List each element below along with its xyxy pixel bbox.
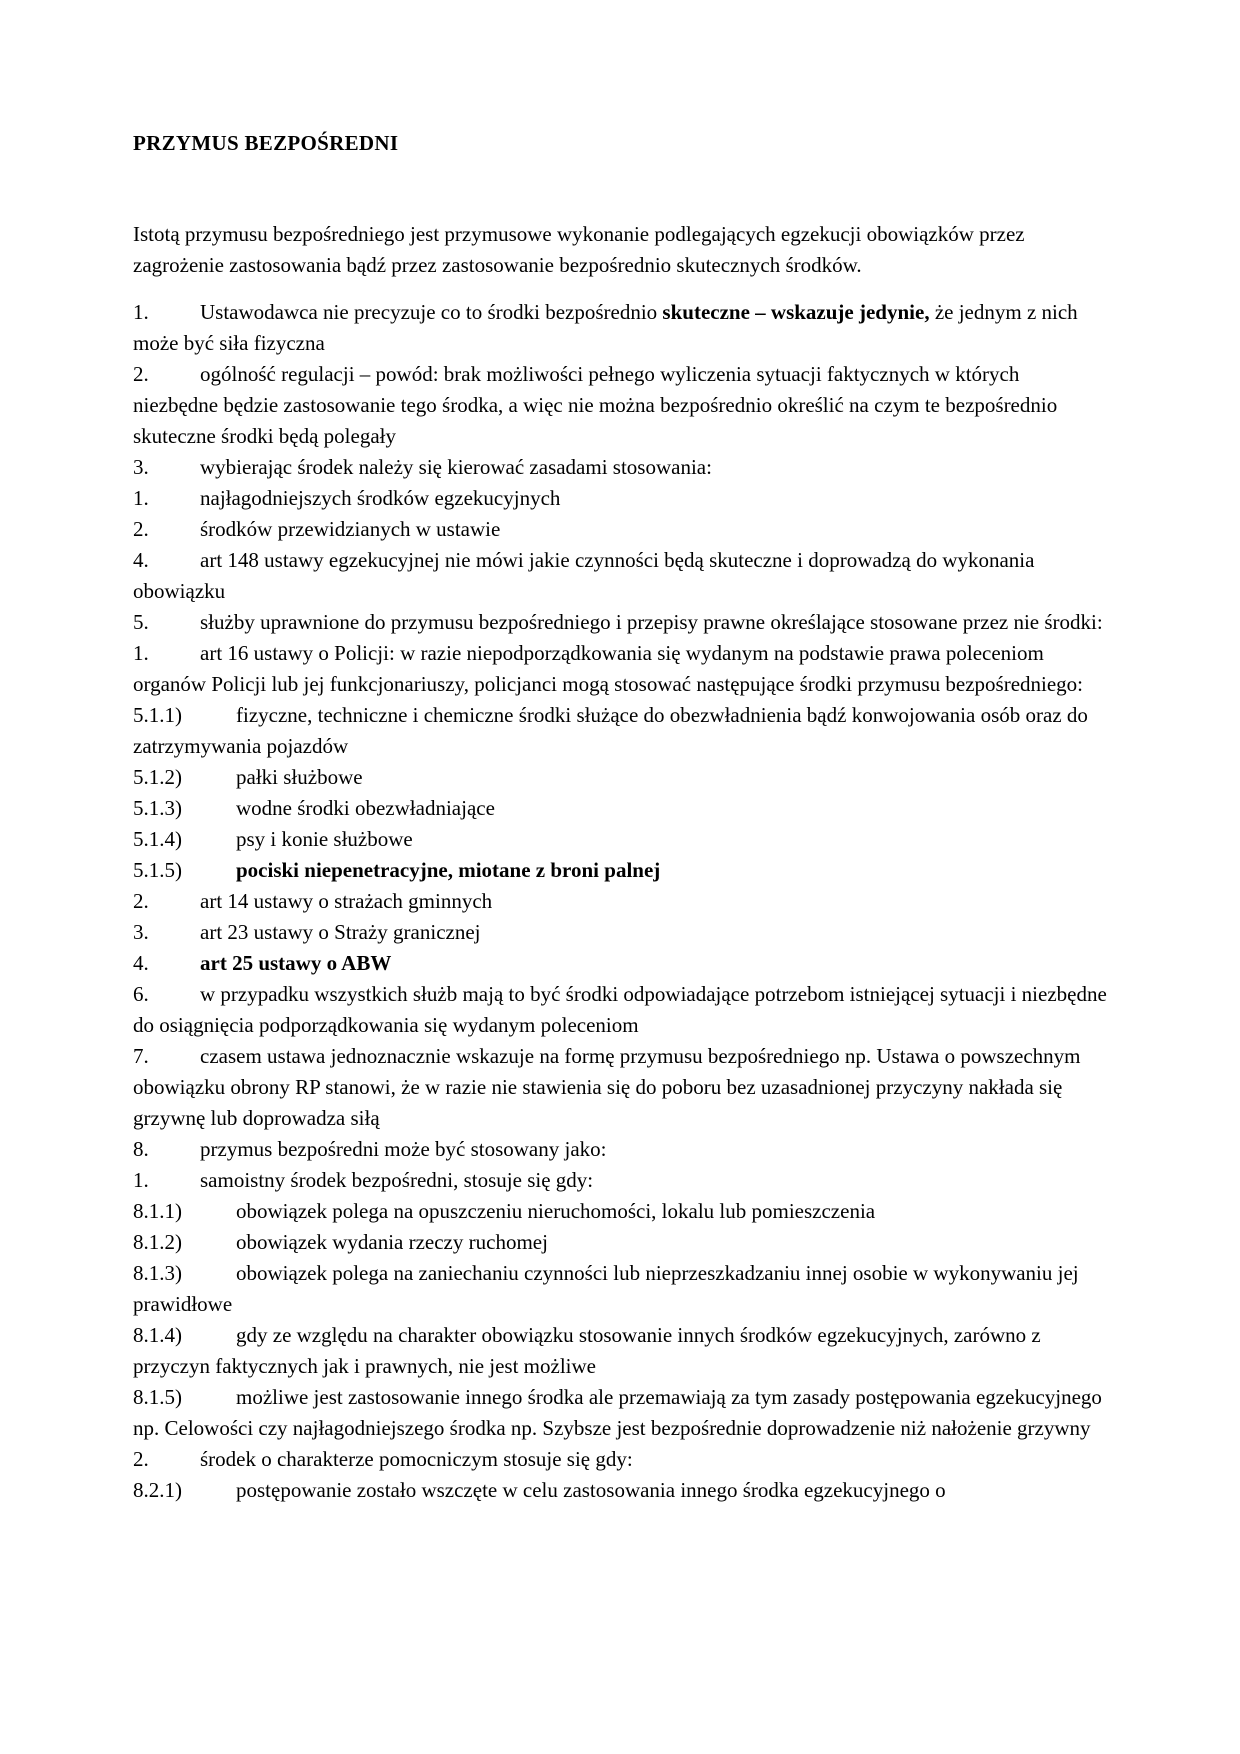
list-item: [133, 762, 1107, 793]
item-text: Ustawodawca nie precyzuje co to środki bezpośrednio skuteczne – wskazuje jedynie, że jednym z nich może być siła fizyczna: [133, 300, 1078, 355]
item-number: 5.: [133, 610, 149, 634]
item-text: postępowanie zostało wszczęte w celu zastosowania innego środka egzekucyjnego o: [236, 1478, 946, 1502]
item-text: możliwe jest zastosowanie innego środka ale przemawiają za tym zasady postępowania egzekucyjnego np. Celowości czy najłagodniejszego środka np. Szybsze jest bezpośrednie doprowadzenie niż nałożenie grzywny: [133, 1385, 1102, 1440]
item-number: 1.: [133, 300, 149, 324]
list-item: [133, 607, 1107, 638]
list-item: [133, 359, 1107, 452]
list-item: [133, 700, 1107, 762]
item-number: 8.1.3): [133, 1261, 182, 1285]
item-number: 2.: [133, 362, 149, 386]
item-text: art 148 ustawy egzekucyjnej nie mówi jakie czynności będą skuteczne i doprowadzą do wykonania obowiązku: [133, 548, 1035, 603]
list-item: [133, 514, 1107, 545]
item-text: samoistny środek bezpośredni, stosuje się gdy:: [200, 1168, 594, 1192]
list-item: [133, 1165, 1107, 1196]
list-item: [133, 793, 1107, 824]
item-text: art 16 ustawy o Policji: w razie niepodporządkowania się wydanym na podstawie prawa poleceniom organów Policji lub jej funkcjonariuszy, policjanci mogą stosować następujące środki przymusu bezpośredniego:: [133, 641, 1084, 696]
item-number: 8.1.5): [133, 1385, 182, 1409]
list-item: [133, 1041, 1107, 1134]
item-number: 5.1.1): [133, 703, 182, 727]
item-number: 8.1.2): [133, 1230, 182, 1254]
list-item: [133, 1320, 1107, 1382]
list-item: [133, 824, 1107, 855]
item-text: fizyczne, techniczne i chemiczne środki służące do obezwładnienia bądź konwojowania osób oraz do zatrzymywania pojazdów: [133, 703, 1088, 758]
item-number: 7.: [133, 1044, 149, 1068]
item-number: 4.: [133, 548, 149, 572]
item-text: art 25 ustawy o ABW: [200, 951, 392, 975]
item-text: pociski niepenetracyjne, miotane z broni palnej: [236, 858, 661, 882]
item-text: art 14 ustawy o strażach gminnych: [200, 889, 493, 913]
item-number: 5.1.5): [133, 858, 182, 882]
item-text: najłagodniejszych środków egzekucyjnych: [200, 486, 561, 510]
item-number: 3.: [133, 920, 149, 944]
item-text: środek o charakterze pomocniczym stosuje się gdy:: [200, 1447, 633, 1471]
list-item: [133, 545, 1107, 607]
list-item: [133, 1382, 1107, 1444]
list-item: [133, 297, 1107, 359]
item-text: w przypadku wszystkich służb mają to być środki odpowiadające potrzebom istniejącej sytuacji i niezbędne do osiągnięcia podporządkowania się wydanym poleceniom: [133, 982, 1107, 1037]
item-text: obowiązek polega na zaniechaniu czynności lub nieprzeszkadzaniu innej osobie w wykonywaniu jej prawidłowe: [133, 1261, 1079, 1316]
item-number: 5.1.3): [133, 796, 182, 820]
item-number: 5.1.4): [133, 827, 182, 851]
item-text: pałki służbowe: [236, 765, 363, 789]
list-item: [133, 1258, 1107, 1320]
list-item: [133, 452, 1107, 483]
item-number: 8.1.1): [133, 1199, 182, 1223]
item-text: przymus bezpośredni może być stosowany jako:: [200, 1137, 607, 1161]
item-number: 6.: [133, 982, 149, 1006]
item-number: 5.1.2): [133, 765, 182, 789]
list-item: [133, 1196, 1107, 1227]
list-item: [133, 483, 1107, 514]
list-item: [133, 948, 1107, 979]
item-number: 2.: [133, 517, 149, 541]
item-number: 8.1.4): [133, 1323, 182, 1347]
item-text: ogólność regulacji – powód: brak możliwości pełnego wyliczenia sytuacji faktycznych w których niezbędne będzie zastosowanie tego środka, a więc nie można bezpośrednio określić na czym te bezpośrednio skuteczne środki będą polegały: [133, 362, 1058, 448]
item-text: czasem ustawa jednoznacznie wskazuje na formę przymusu bezpośredniego np. Ustawa o powszechnym obowiązku obrony RP stanowi, że w razie nie stawienia się do poboru bez uzasadnionej przyczyny nakłada się grzywnę lub doprowadza siłą: [133, 1044, 1081, 1130]
item-number: 1.: [133, 641, 149, 665]
item-text: gdy ze względu na charakter obowiązku stosowanie innych środków egzekucyjnych, zarówno z przyczyn faktycznych jak i prawnych, nie jest możliwe: [133, 1323, 1041, 1378]
item-number: 2.: [133, 1447, 149, 1471]
list-item: [133, 1134, 1107, 1165]
item-text: obowiązek polega na opuszczeniu nieruchomości, lokalu lub pomieszczenia: [236, 1199, 876, 1223]
item-number: 1.: [133, 486, 149, 510]
item-text: psy i konie służbowe: [236, 827, 413, 851]
item-text: środków przewidzianych w ustawie: [200, 517, 501, 541]
item-text: wodne środki obezwładniające: [236, 796, 495, 820]
item-text: służby uprawnione do przymusu bezpośredniego i przepisy prawne określające stosowane przez nie środki:: [200, 610, 1103, 634]
list-item: [133, 638, 1107, 700]
list-item: [133, 917, 1107, 948]
item-number: 3.: [133, 455, 149, 479]
list-item: [133, 1475, 1107, 1506]
numbered-list: [133, 297, 1107, 1506]
item-number: 4.: [133, 951, 149, 975]
item-number: 8.2.1): [133, 1478, 182, 1502]
item-number: 8.: [133, 1137, 149, 1161]
item-text: obowiązek wydania rzeczy ruchomej: [236, 1230, 548, 1254]
intro-paragraph: Istotą przymusu bezpośredniego jest przymusowe wykonanie podlegających egzekucji obowiązków przez zagrożenie zastosowania bądź przez zastosowanie bezpośrednio skutecznych środków.: [133, 222, 1025, 277]
list-item: [133, 1444, 1107, 1475]
list-item: [133, 1227, 1107, 1258]
item-text: art 23 ustawy o Straży granicznej: [200, 920, 481, 944]
list-item: [133, 979, 1107, 1041]
list-item: [133, 855, 1107, 886]
item-text: wybierając środek należy się kierować zasadami stosowania:: [200, 455, 712, 479]
list-item: [133, 886, 1107, 917]
item-number: 1.: [133, 1168, 149, 1192]
document-title: PRZYMUS BEZPOŚREDNI: [133, 131, 399, 155]
item-number: 2.: [133, 889, 149, 913]
